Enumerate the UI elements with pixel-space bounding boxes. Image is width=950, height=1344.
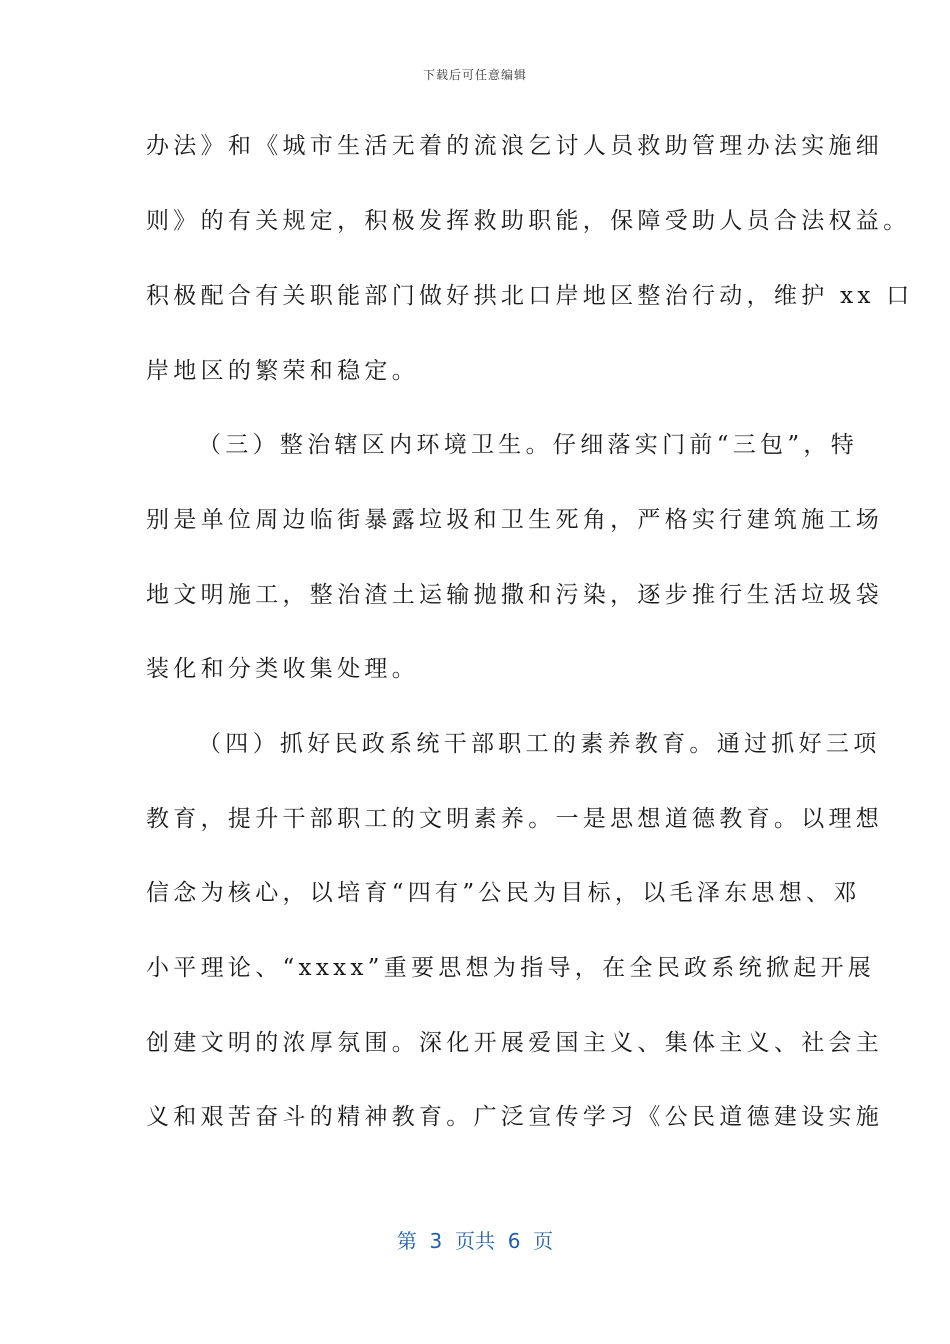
page-header-note: 下载后可任意编辑 xyxy=(422,68,527,82)
text-line: 别是单位周边临街暴露垃圾和卫生死角，严格实行建筑施工场 xyxy=(146,507,884,533)
text-line: 教育，提升干部职工的文明素养。一是思想道德教育。以理想 xyxy=(146,806,884,832)
text-line: 义和艰苦奋斗的精神教育。广泛宣传学习《公民道德建设实施 xyxy=(146,1104,884,1130)
page-number-footer: 第 3 页共 6 页 xyxy=(396,1229,554,1253)
text-line: 装化和分类收集处理。 xyxy=(146,656,419,682)
paragraph-heading-line: （三）整治辖区内环境卫生。仔细落实门前“三包”，特 xyxy=(198,432,859,458)
text-line: 积极配合有关职能部门做好拱北口岸地区整治行动，维护 xx 口 xyxy=(146,283,914,309)
paragraph-heading-line: （四）抓好民政系统干部职工的素养教育。通过抓好三项 xyxy=(198,731,881,757)
text-line: 办法》和《城市生活无着的流浪乞讨人员救助管理办法实施细 xyxy=(146,133,884,159)
text-line: 信念为核心，以培育“四有”公民为目标，以毛泽东思想、邓 xyxy=(146,880,861,906)
text-line: 岸地区的繁荣和稳定。 xyxy=(146,358,419,384)
text-line: 地文明施工，整治渣土运输抛撒和污染，逐步推行生活垃圾袋 xyxy=(146,582,884,608)
text-line: 则》的有关规定，积极发挥救助职能，保障受助人员合法权益。 xyxy=(146,208,911,234)
text-line: 小平理论、“xxxx”重要思想为指导，在全民政系统掀起开展 xyxy=(146,955,876,981)
text-line: 创建文明的浓厚氛围。深化开展爱国主义、集体主义、社会主 xyxy=(146,1030,884,1056)
